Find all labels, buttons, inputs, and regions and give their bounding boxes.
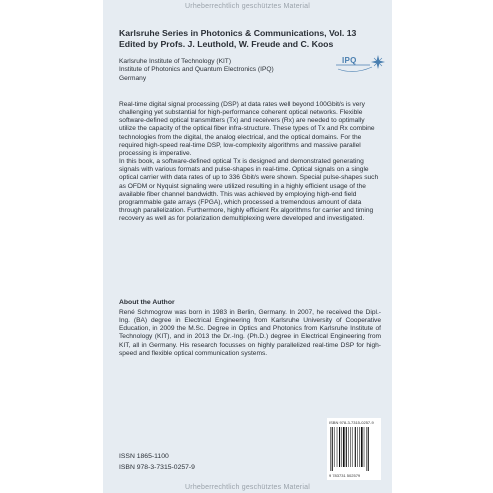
series-title: Karlsruhe Series in Photonics & Communications, Vol. 13 [119,28,357,38]
institution-line-3: Germany [119,74,147,82]
watermark-bottom: Urheberrechtlich geschütztes Material [185,484,310,491]
barcode-bar [332,427,333,471]
barcode-bar [352,427,353,467]
barcode-bar [330,427,331,471]
barcode-bar [364,427,365,467]
institution-block [119,58,319,83]
series-header [119,28,381,50]
isbn-barcode [327,418,381,480]
barcode-bar [368,427,369,471]
issn-number: ISSN 1865-1100 [119,453,169,460]
institution-line-1: Karlsruhe Institute of Technology (KIT) [119,58,232,65]
book-back-cover [103,0,392,493]
isbn-number: ISBN 978-3-7315-0257-9 [119,463,195,471]
barcode-bar [355,427,356,467]
barcode-bars [330,427,378,471]
barcode-number: 9 783731 502579 [329,473,361,478]
barcode-bar [361,427,363,467]
barcode-isbn-text: ISBN 978-3-7315-0257-9 [329,420,374,425]
ipq-logo-text: IPQ [342,56,357,65]
barcode-bar [350,427,351,467]
watermark-top: Urheberrechtlich geschütztes Material [185,3,310,10]
book-description [119,101,381,223]
barcode-bar [366,427,367,471]
barcode-bar [339,427,340,467]
barcode-bar [348,427,349,467]
description-paragraph-1: Real-time digital signal processing (DSP) at data rates well beyond 100Gbit/s is very challenging yet substantial for high-performance coherent optical networks. Flexible software-defined optical transmitters (Tx) and receivers (Rx) are needed to optimally utilize the capacity of the optical fiber infra-structure. These types of Tx and Rx combine technologies from the digital, the analog electrical, and the optical domains. For the required high-speed real-time DSP, low-complexity algorithms and massive parallel processing is imperative. [119,101,375,157]
barcode-bar [359,427,360,467]
about-author-heading: About the Author [119,299,175,306]
about-author-text: René Schmogrow was born in 1983 in Berlin, Germany. In 2007, he received the Dipl.-Ing. (BA) degree in Electrical Engineering from Karlsruhe University of Cooperative Education, in 2009 the M.Sc. Degree in Optics and Photonics from Karlsruhe Institute of Technology (KIT), and in 2013 the Dr.-Ing. (Ph.D.) degree in Electrical Engineering from KIT, all in Germany. His research focusses on highly parallelized real-time DSP for high-speed and flexible optical communication systems. [119,309,381,357]
ipq-logo [334,49,386,79]
barcode-bar [334,427,335,467]
barcode-bar [341,427,342,467]
barcode-bar [346,427,347,467]
barcode-bar [337,427,338,467]
series-editors: Edited by Profs. J. Leuthold, W. Freude and C. Koos [119,39,334,49]
barcode-bar [357,427,358,467]
barcode-bar [343,427,345,467]
institution-line-2: Institute of Photonics and Quantum Electronics (IPQ) [119,66,274,74]
identifier-block [119,452,195,473]
description-paragraph-2: In this book, a software-defined optical Tx is designed and demonstrated generating signals with various formats and pulse-shapes in real-time. Optical signals on a single optical carrier with data rates of up to 336 Gbit/s were shown. Special pulse-shapes such as OFDM or Nyquist signaling were utilized resulting in a highly efficient usage of the available fiber channel bandwidth. This was achieved by employing high-end field programmable gate arrays (FPGA), which processed a tremendous amount of data through parallelization. Furthermore, highly efficient Rx algorithms for carrier and timing recovery as well as for polarization demultiplexing were developed and investigated. [119,158,379,223]
